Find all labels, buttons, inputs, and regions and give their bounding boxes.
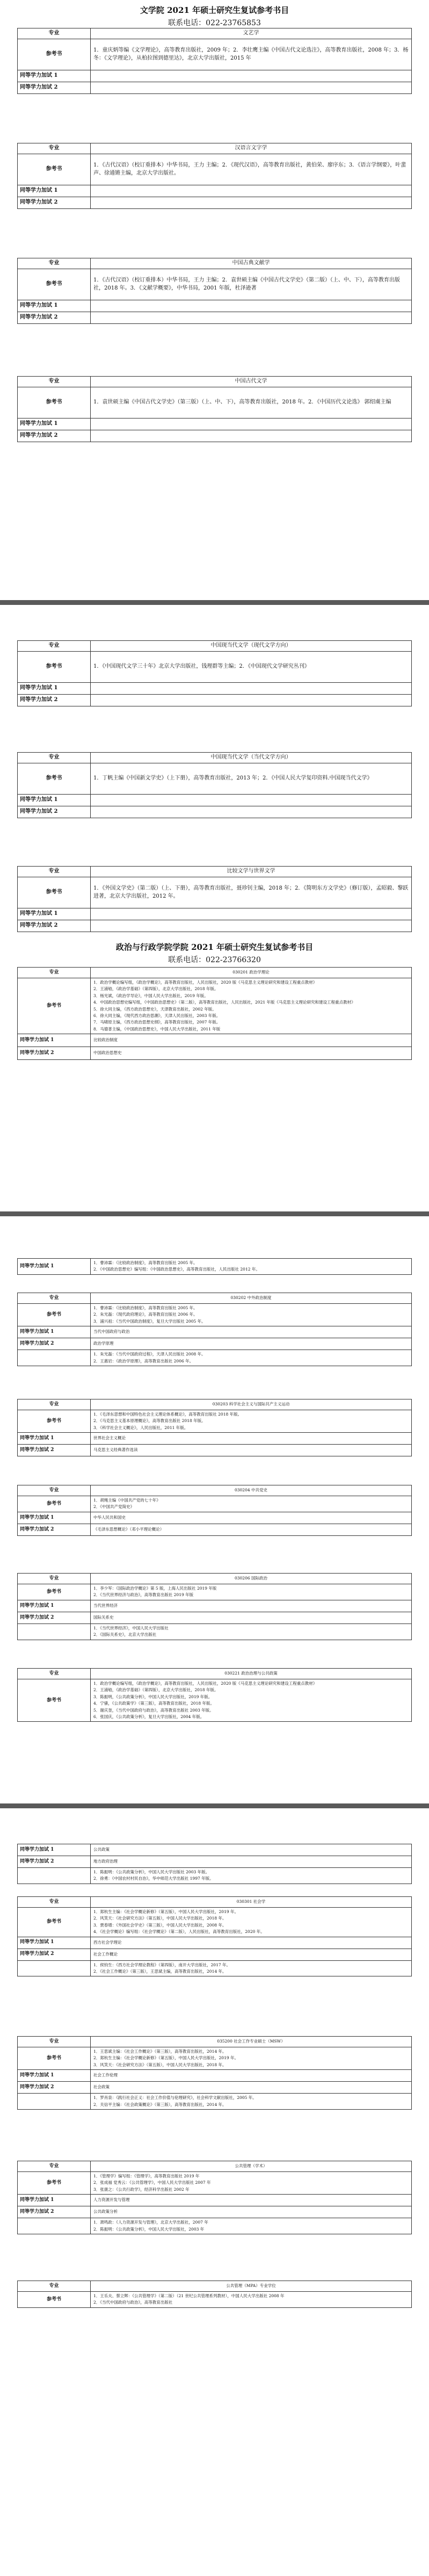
major-label: 专业 [18, 1574, 91, 1584]
major-label: 专业 [18, 28, 91, 39]
major-value: 中国现当代文学（现代文学方向） [91, 641, 412, 652]
refbooks-value [91, 2047, 412, 2070]
book-line: 3．陈振明，《公共政策分析》，中国人民大学出版社，2019 年版。 [93, 1694, 213, 1699]
blank-label [18, 1623, 91, 1640]
major-value: 030221 政治治理与公共政策 [91, 1669, 412, 1679]
refbooks-label: 参考书 [18, 2047, 91, 2070]
add1-label: 同等学力加试 1 [18, 418, 91, 430]
major-label: 专业 [18, 1669, 91, 1679]
add1-value [91, 683, 412, 695]
book-line: 2．《中国政治思想史》编写组：《中国政治思想史》，高等教育出版社，人民出版社 2012 年。 [93, 1267, 260, 1272]
major-value: 中国古典文献学 [91, 258, 412, 269]
add2-label: 同等学力加试 2 [18, 806, 91, 818]
blank-label [18, 2094, 91, 2110]
major-value: 汉语言文字学 [91, 143, 412, 154]
contact-phone: 联系电话：022-23766320 [168, 956, 261, 964]
add2-label: 同等学力加试 2 [18, 1524, 91, 1535]
refbooks-label: 参考书 [18, 387, 91, 418]
refbooks-value [91, 1679, 412, 1722]
add1-label: 同等学力加试 1 [18, 300, 91, 312]
add2-label: 同等学力加试 2 [18, 1856, 91, 1868]
book-line: 2．风笑天：《社会研究方法》（第五版），中国人民大学出版社，2018 年。 [93, 1916, 227, 1921]
refbooks-value: 1．《古代汉语》（校订重排本）中华书局，王力 主编；2．袁世硕主编《中国古代文学史》（第二版）（上、中、下），高等教育出版社，2018 年。3．《文献学概要》，中华书局，2001 年版，杜泽逊著 [91, 269, 412, 300]
major-label: 专业 [18, 867, 91, 877]
refbooks-value [91, 1304, 412, 1326]
add2-label: 同等学力加试 2 [18, 197, 91, 209]
add1-value [91, 300, 412, 312]
refbooks-label: 参考书 [18, 978, 91, 1034]
major-value: 035200 社会工作专业硕士（MSW） [91, 2037, 412, 2047]
add-books-label: 同等学力加试 1 [18, 1259, 91, 1275]
add2-value [91, 312, 412, 324]
add2-label: 同等学力加试 2 [18, 695, 91, 706]
refbooks-value [91, 1496, 412, 1512]
book-line: 2．王浦劬，《政治学基础》（第四版），北京大学出版社，2018 年版。 [93, 1687, 219, 1693]
add1-label: 同等学力加试 1 [18, 1433, 91, 1445]
major-label: 专业 [18, 258, 91, 269]
book-line: 2．王浦劬，《政治学基础》（第四版），北京大学出版社，2018 年版。 [93, 986, 219, 992]
book-table [17, 1399, 412, 1456]
add1-value: 当代世界经济 [91, 1600, 412, 1612]
add1-label: 同等学力加试 1 [18, 1600, 91, 1612]
add1-value: 世界社会主义概论 [91, 1433, 412, 1445]
add-books-value [91, 1259, 412, 1275]
book-table [17, 376, 412, 442]
book-line: 1．罗肖泉：《践行社会正义：社会工作价值与伦理研究》，社会科学文献出版社，2005 年。 [93, 2095, 257, 2101]
page-separator [0, 1803, 429, 1808]
refbooks-value [91, 978, 412, 1034]
major-value: 030301 社会学 [91, 1897, 412, 1908]
book-line: 1．曹沛霖：《比较政治制度》，高等教育出版社 2005 年。 [93, 1260, 198, 1265]
refbooks-label: 参考书 [18, 877, 91, 908]
refbooks-label: 参考书 [18, 1304, 91, 1326]
book-line: 2．关信平主编：《社会政策概论》（第三版），高等教育出版社，2014 年。 [93, 2102, 227, 2107]
book-line: 2．《中国共产党简史》 [93, 1504, 135, 1510]
major-label: 专业 [18, 377, 91, 387]
page-title: 文学院 2021 年硕士研究生复试参考书目 [140, 5, 289, 15]
add2-value [91, 695, 412, 706]
add1-value: 当代中国政府与政治 [91, 1326, 412, 1338]
book-line: 2．《社会工作概论》（第三版），王思斌主编，高等教育出版社，2014 年。 [93, 1968, 227, 1974]
book-line: 2．张成福 党秀云：《公共管理学》，中国人民大学出版社 2007 年 [93, 2180, 211, 2185]
refbooks-value: 1．《中国现代文学三十年》北京大学出版社，钱理群等主编；2．《中国现代文学研究丛刊》 [91, 652, 412, 683]
add1-value: 中华人民共和国史 [91, 1512, 412, 1524]
refbooks-label: 参考书 [18, 154, 91, 185]
add-books-value [91, 1960, 412, 1976]
major-label: 专业 [18, 2161, 91, 2172]
add1-value: 比较政治制度 [91, 1034, 412, 1047]
book-line: 3．风笑天：《社会研究方法》（第五版），中国人民大学出版社，2018 年。 [93, 2062, 227, 2067]
add2-value: 《毛泽东思想概论》（邓小平理论概论） [91, 1524, 412, 1535]
refbooks-label: 参考书 [18, 1679, 91, 1722]
add2-label: 同等学力加试 2 [18, 1047, 91, 1060]
book-line: 5．谢庆奎，《当代中国政府与政治》，高等教育出版社 2003 年版。 [93, 1707, 214, 1713]
add2-value [91, 920, 412, 932]
book-table [17, 2281, 412, 2308]
book-line: 1．王乐夫、蔡立辉：《公共管理学》（第二版）（21 世纪公共管理系列教材），中国人民大学出版社 2008 年 [93, 2293, 285, 2298]
refbooks-label: 参考书 [18, 1496, 91, 1512]
major-value: 030206 国际政治 [91, 1574, 412, 1584]
refbooks-value [91, 1410, 412, 1433]
blank-label [18, 1960, 91, 1976]
add1-value: 公共政策 [91, 1844, 412, 1856]
refbooks-value: 1．《古代汉语》（校订重排本）中华书局，王力 主编；2．《现代汉语》，高等教育出版社，黄伯荣、廖序东；3．《语言学纲要》，叶蜚声、徐通锵主编，北京大学出版社。 [91, 154, 412, 185]
refbooks-value: 1．袁世硕主编《中国古代文学史》（第三版）（上、中、下），高等教育出版社，2018 年。2．《中国历代文论选》 郭绍虞主编 [91, 387, 412, 418]
book-line: 2．《国际关系史》，北京大学出版社 [93, 1632, 157, 1637]
add2-value: 公共政策分析 [91, 2206, 412, 2218]
book-line: 2．朱光磊：《现代政府理论》，高等教育出版社 2006 年。 [93, 1312, 198, 1317]
book-table [17, 1293, 412, 1366]
add-books-value [91, 1868, 412, 1884]
book-line: 1．《当代世界经济》，中国人民大学出版社 [93, 1625, 169, 1630]
refbooks-label: 参考书 [18, 763, 91, 795]
book-line: 3．《科学社会主义概论》，人民出版社，2011 年版。 [93, 1425, 188, 1430]
book-line: 3．杨光斌，《政治学导论》，中国人民大学出版社，2019 年版。 [93, 993, 208, 998]
page-title: 政治与行政学院学院 2021 年硕士研究生复试参考书目 [115, 942, 314, 952]
refbooks-value [91, 2292, 412, 2308]
major-value: 030203 科学社会主义与国际共产主义运动 [91, 1399, 412, 1410]
refbooks-value: 1．《外国文学史》（第二版）（上、下册），高等教育出版社，聂珍钊主编，2018 年；2．《简明东方文学史》（修订版），孟昭毅、黎跃进著，北京大学出版社，2012 年。 [91, 877, 412, 908]
book-line: 5．徐大同主编，《西方政治思想史》，天津教育出版社，2002 年版。 [93, 1006, 216, 1012]
refbooks-label: 参考书 [18, 1908, 91, 1937]
book-line: 6．徐大同主编，《现代西方政治思潮》，天津人民出版社，2003 年版。 [93, 1013, 221, 1018]
add1-value: 人力资源开发与管理 [91, 2195, 412, 2206]
refbooks-label: 参考书 [18, 652, 91, 683]
refbooks-value: 1．童庆炳等编《文学理论》，高等教育出版社，2009 年；2．李壮鹰主编《中国古代文论选注》，高等教育出版社，2008 年；3．杨冬：《文学理论》，从柏拉图到德里达》，北京大学出版社，2015 年 [91, 39, 412, 70]
refbooks-value [91, 2172, 412, 2195]
major-value: 中国古代文学 [91, 377, 412, 387]
add1-label: 同等学力加试 1 [18, 70, 91, 82]
add2-value: 马克思主义经典著作选读 [91, 1445, 412, 1456]
book-table [17, 28, 412, 94]
book-table [17, 1668, 412, 1722]
book-line: 1．李少军：《国际政治学概论》第 5 版，上海人民出版社 2019 年版 [93, 1586, 217, 1591]
major-label: 专业 [18, 143, 91, 154]
major-value: 公共管理（MPA）专业学位 [91, 2281, 412, 2292]
book-table [17, 1844, 412, 1884]
add2-label: 同等学力加试 2 [18, 1445, 91, 1456]
add1-label: 同等学力加试 1 [18, 908, 91, 920]
page-separator [0, 600, 429, 605]
book-line: 7．马啸原主编，《西方政治思想史纲》，高等教育出版社，2007 年版。 [93, 1020, 221, 1025]
add-books-value [91, 1623, 412, 1640]
book-line: 1．政治学概论编写组，《政治学概论》，高等教育出版社，人民出版社，2020 版《马克思主义理论研究和建设工程重点教材》 [93, 980, 317, 985]
major-value: 030201 政治学理论 [91, 968, 412, 978]
add2-value [91, 430, 412, 442]
book-table [17, 752, 412, 818]
add1-label: 同等学力加试 1 [18, 1034, 91, 1047]
major-label: 专业 [18, 753, 91, 763]
major-value: 中国现当代文学（当代文学方向） [91, 753, 412, 763]
add2-label: 同等学力加试 2 [18, 1612, 91, 1623]
add1-label: 同等学力加试 1 [18, 1512, 91, 1524]
book-line: 1．侯钧生：《西方社会学理论教程》（第四版），南开大学出版社，2017 年。 [93, 1962, 230, 1967]
book-line: 1．胡绳主编《中国共产党的七十年》 [93, 1498, 161, 1503]
refbooks-label: 参考书 [18, 2292, 91, 2308]
add-books-value [91, 2094, 412, 2110]
major-label: 专业 [18, 2281, 91, 2292]
add2-value [91, 82, 412, 94]
blank-label [18, 1350, 91, 1366]
book-line: 6．张国庆，《公共政策分析》，复旦大学出版社，2004 年版。 [93, 1714, 205, 1719]
blank-label [18, 2218, 91, 2234]
book-line: 2．《当代世界经济与政治》，高等教育出版社 2019 年版 [93, 1592, 194, 1598]
book-line: 2．郑杭生主编：《社会学概论新修》（第五版），中国人民大学出版社，2019 年。 [93, 2055, 238, 2061]
book-line: 1．曹沛霖：《比较政治制度》，高等教育出版社 2005 年。 [93, 1305, 198, 1310]
major-label: 专业 [18, 1399, 91, 1410]
major-label: 专业 [18, 1485, 91, 1496]
major-label: 专业 [18, 2037, 91, 2047]
add2-label: 同等学力加试 2 [18, 2082, 91, 2094]
refbooks-label: 参考书 [18, 39, 91, 70]
book-line: 8．马德普主编，《中国政治思想史》，中国人民大学出版社，2011 年版 [93, 1026, 221, 1031]
add-books-value [91, 2218, 412, 2234]
refbooks-value [91, 1584, 412, 1600]
add1-value: 社会工作伦理 [91, 2070, 412, 2082]
refbooks-label: 参考书 [18, 2172, 91, 2195]
book-line: 1．陈振明：《公共政策分析》，中国人民大学出版社 2003 年版。 [93, 1870, 210, 1874]
major-value: 公共管理（学术） [91, 2161, 412, 2172]
major-value: 比较文学与世界文学 [91, 867, 412, 877]
refbooks-label: 参考书 [18, 1584, 91, 1600]
book-table [17, 866, 412, 932]
book-line: 1．朱光磊：《当代中国政府过程》，天津人民出版社 2008 年。 [93, 1352, 206, 1357]
add-books-value [91, 1350, 412, 1366]
major-value: 030204 中共党史 [91, 1485, 412, 1496]
add1-value [91, 185, 412, 197]
add2-label: 同等学力加试 2 [18, 82, 91, 94]
book-table [17, 967, 412, 1060]
book-table [17, 2161, 412, 2234]
major-value: 文艺学 [91, 28, 412, 39]
book-line: 4．宁骚，《公共政策学》（第三版），高等教育出版社，2018 年版。 [93, 1701, 214, 1706]
add1-label: 同等学力加试 1 [18, 1326, 91, 1338]
book-line: 1．萧鸣政：《人力资源开发与管理》，北京大学出版社，2007 年 [93, 2220, 208, 2225]
book-table [17, 1258, 412, 1275]
contact-phone: 联系电话：022-23765853 [168, 19, 261, 27]
add2-value: 社会工作概论 [91, 1949, 412, 1960]
book-line: 4．《社会学概论》编写组：《社会学概论》（第二版），人民出版社，高等教育出版社，2020 年。 [93, 1929, 265, 1935]
add2-value: 社会政策 [91, 2082, 412, 2094]
book-line: 2．《马克思主义基本原理概论》，高等教育出版社 2018 年版。 [93, 1418, 206, 1424]
major-label: 专业 [18, 1897, 91, 1908]
book-line: 2．《当代中国政府与政治》，高等教育出版社 [93, 2300, 173, 2305]
book-line: 2．陈振明：《公共政策分析》，中国人民大学出版社，2003 年 [93, 2226, 205, 2232]
book-table [17, 1573, 412, 1640]
blank-label [18, 1868, 91, 1884]
book-line: 2．徐勇：《中国农村村民自治》，华中师范大学出版社 1997 年版。 [93, 1876, 214, 1881]
book-line: 1．王思斌主编：《社会工作概论》（第三版），高等教育出版社，2014 年。 [93, 2049, 227, 2054]
add1-value [91, 908, 412, 920]
add1-label: 同等学力加试 1 [18, 683, 91, 695]
add2-label: 同等学力加试 2 [18, 920, 91, 932]
add2-value: 政治学原理 [91, 1338, 412, 1350]
book-table [17, 1485, 412, 1536]
book-line: 1．政治学概论编写组，《政治学概论》，高等教育出版社，人民出版社，2020 版《马克思主义理论研究和建设工程重点教材》 [93, 1681, 317, 1686]
book-table [17, 1896, 412, 1976]
add1-label: 同等学力加试 1 [18, 795, 91, 806]
book-table [17, 640, 412, 706]
add1-label: 同等学力加试 1 [18, 1937, 91, 1949]
book-line: 4．中国政治思想史编写组，《中国政治思想史》（第二版），高等教育出版社，人民出版社，2021 年版《马克思主义理论研究和建设工程重点教材》 [93, 1000, 355, 1005]
book-line: 1．《管理学》编写组：《管理学》，高等教育出版社 2019 年 [93, 2174, 200, 2178]
add2-label: 同等学力加试 2 [18, 2206, 91, 2218]
add2-value: 中国政治思想史 [91, 1047, 412, 1060]
refbooks-label: 参考书 [18, 1410, 91, 1433]
major-label: 专业 [18, 641, 91, 652]
add2-value: 国际关系史 [91, 1612, 412, 1623]
major-label: 专业 [18, 968, 91, 978]
add1-value [91, 418, 412, 430]
add1-value [91, 795, 412, 806]
add2-value [91, 197, 412, 209]
add1-value [91, 70, 412, 82]
add2-value [91, 806, 412, 818]
add2-label: 同等学力加试 2 [18, 430, 91, 442]
book-line: 3．张康之：《公共行政学》，经济科学出版社 2002 年 [93, 2187, 190, 2192]
refbooks-value [91, 1908, 412, 1937]
add2-label: 同等学力加试 2 [18, 1338, 91, 1350]
add2-label: 同等学力加试 2 [18, 312, 91, 324]
book-table [17, 258, 412, 324]
book-table [17, 2036, 412, 2110]
add1-value: 西方社会学理论 [91, 1937, 412, 1949]
add1-label: 同等学力加试 1 [18, 2070, 91, 2082]
add1-label: 同等学力加试 1 [18, 185, 91, 197]
book-line: 1．《毛泽东思想和中国特色社会主义理论体系概论》，高等教育出版社 2018 年版。 [93, 1412, 242, 1417]
book-table [17, 143, 412, 209]
book-line: 2．王惠岩：《政治学原理》，高等教育出版社 2006 年。 [93, 1358, 194, 1363]
major-value: 030202 中外政治制度 [91, 1293, 412, 1304]
book-line: 1．郑杭生主编：《社会学概论新修》（第五版），中国人民大学出版社，2019 年。 [93, 1909, 238, 1914]
add2-value: 地方政府治理 [91, 1856, 412, 1868]
refbooks-label: 参考书 [18, 269, 91, 300]
book-line: 3．贾春增：《外国社会学史》（第三版），中国人民大学出版社，2008 年。 [93, 1922, 227, 1928]
major-label: 专业 [18, 1293, 91, 1304]
page-separator [0, 1211, 429, 1216]
add1-label: 同等学力加试 1 [18, 1844, 91, 1856]
add2-label: 同等学力加试 2 [18, 1949, 91, 1960]
book-line: 3．浦兴祖：《当代中国政治制度》，复旦大学出版社 2005 年。 [93, 1318, 206, 1324]
refbooks-value: 1．丁帆主编《中国新文学史》（上下册），高等教育出版社，2013 年；2．《中国人民大学复印资料.中国现当代文学》 [91, 763, 412, 795]
add1-label: 同等学力加试 1 [18, 2195, 91, 2206]
